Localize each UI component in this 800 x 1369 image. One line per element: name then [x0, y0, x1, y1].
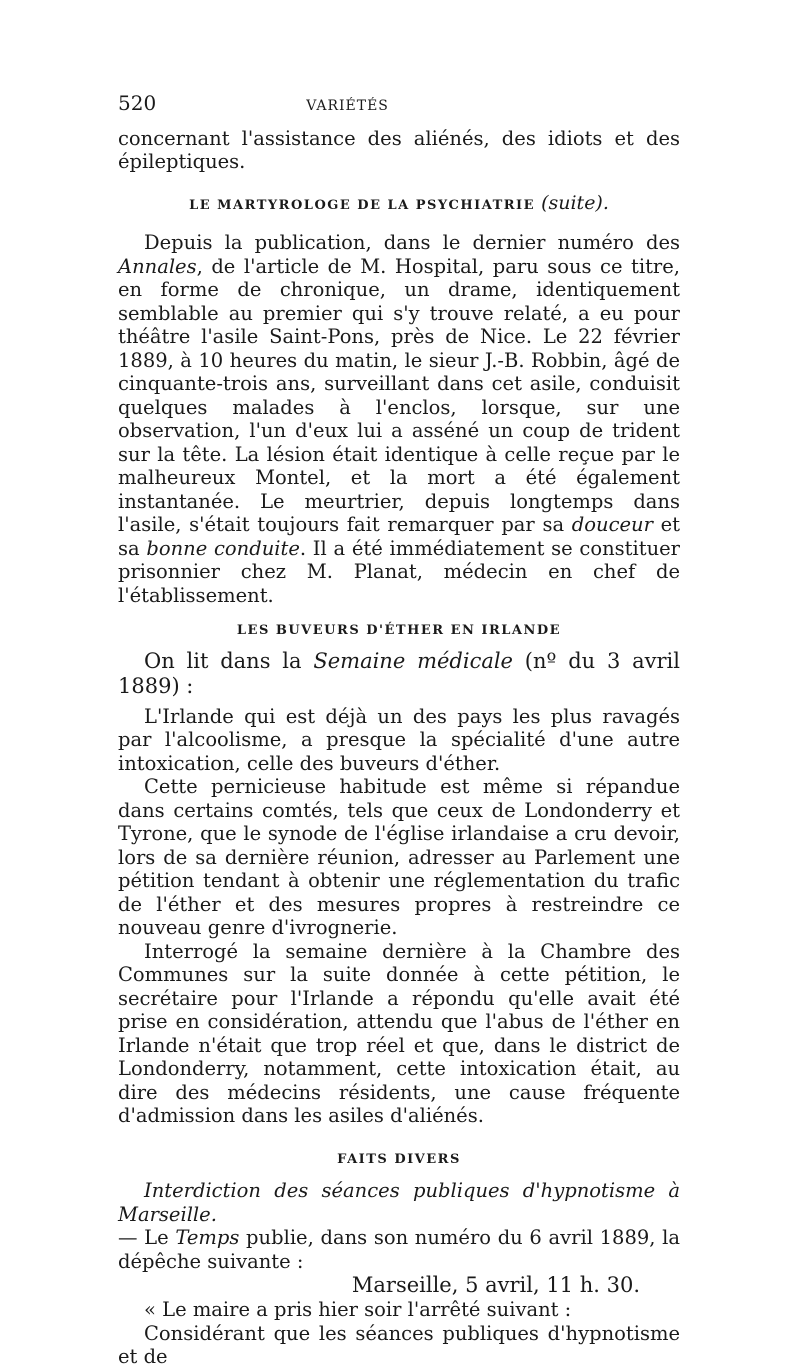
dateline: Marseille, 5 avril, 11 h. 30. — [351, 1273, 640, 1297]
italic-run: Semaine médicale — [313, 648, 513, 673]
text-run: publie, dans son numéro du 6 avril 1889, la dépêche suivante : — [118, 1226, 680, 1273]
text-run: (nº du 3 avril 1889) : — [118, 648, 680, 698]
paragraph-ether-1: L'Irlande qui est déjà un des pays les plus ravagés par l'alcoolisme, a presque la spécialité d'une autre intoxication, celle des buveurs d'éther. — [118, 704, 680, 775]
italic-run: bonne conduite — [146, 536, 300, 560]
section-title-martyrologe — [118, 192, 680, 218]
text-run: On lit dans la — [144, 648, 314, 673]
section-title-ether: LES BUVEURS D'ÉTHER EN IRLANDE — [236, 623, 562, 638]
section-title-suffix: (suite). — [541, 191, 609, 214]
page — [118, 92, 680, 1369]
text-run: , de l'article de M. Hospital, paru sous ce titre, en forme de chronique, un drame, identiquement semblable au premier qui s'y trouve relaté, a eu pour théâtre l'asile Saint-Pons, près de Nice. Le 22 février 1889, à 10 heures du matin, le sieur J.-B. Robbin, âgé de cinquante-trois ans, surveillant dans cet asile, conduisit quelques malades à l'enclos, lorsque, sur une observation, l'un d'eux lui a asséné un coup de trident sur la tête. La lésion était identique à celle reçue par le malheureux Montel, et la mort a été également instantanée. Le meurtrier, depuis longtemps dans l'asile, s'était toujours fait remarquer par sa — [118, 254, 680, 536]
section-title-faits-divers: FAITS DIVERS — [337, 1151, 461, 1167]
page-number: 520 — [118, 91, 157, 115]
italic-run: Temps — [175, 1226, 240, 1249]
text-run: . Il a été immédiatement se constituer prisonnier chez M. Planat, médecin en chef de l'établissement. — [118, 536, 680, 607]
italic-run: Annales — [118, 254, 197, 278]
text-run: — Le — [118, 1226, 176, 1249]
paragraph-temps — [118, 1226, 680, 1273]
lead-paragraph — [118, 649, 680, 699]
quote-line-1: « Le maire a pris hier soir l'arrêté suivant : — [144, 1298, 572, 1321]
paragraph-ether-3: Interrogé la semaine dernière à la Chambre des Communes sur la suite donnée à cette pétition, le secrétaire pour l'Irlande a répondu qu'elle avait été prise en considération, attendu que l'abus de l'éther en Irlande n'était que trop réel et que, dans le district de Londonderry, notamment, cette intoxication était, au dire des médecins résidents, une cause fréquente d'admission dans les asiles d'aliénés. — [118, 939, 680, 1127]
paragraph-martyrologe — [118, 231, 680, 607]
italic-run: Interdiction des séances publiques d'hypnotisme à Marseille. — [118, 1179, 680, 1226]
quote-line-2: Considérant que les séances publiques d'hypnotisme et de — [118, 1321, 680, 1368]
italic-run: douceur — [571, 513, 653, 536]
page-header — [118, 92, 680, 119]
running-head: VARIÉTÉS — [306, 98, 389, 114]
section-title-text: LE MARTYROLOGE DE LA PSYCHIATRIE — [189, 197, 536, 213]
text-run: Depuis la publication, dans le dernier numéro des — [144, 231, 680, 254]
intro-paragraph: concernant l'assistance des aliénés, des idiots et des épileptiques. — [118, 126, 680, 173]
headline-hypnotisme — [118, 1179, 680, 1226]
text-run: et sa — [118, 513, 681, 560]
paragraph-ether-2: Cette pernicieuse habitude est même si répandue dans certains comtés, tels que ceux de Londonderry et Tyrone, que le synode de l'église irlandaise a cru devoir, lors de sa dernière réunion, adresser au Parlement une pétition tendant à obtenir une réglementation du trafic de l'éther et des mesures propres à restreindre ce nouveau genre d'ivrognerie. — [118, 775, 680, 939]
